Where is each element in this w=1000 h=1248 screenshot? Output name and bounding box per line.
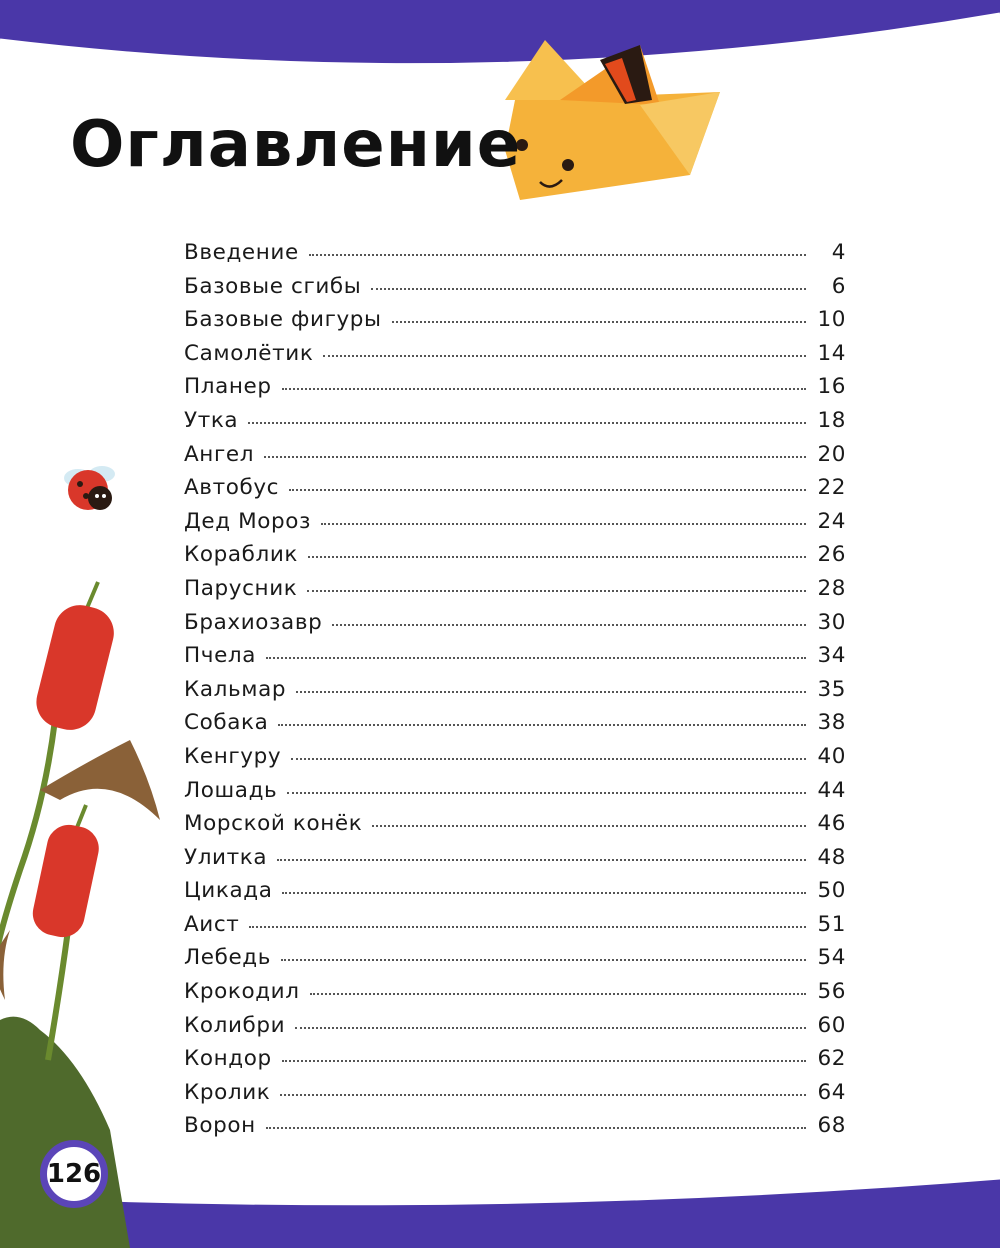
toc-entry-page: 40 [817, 743, 846, 769]
toc-dot-leader [248, 422, 806, 424]
toc-entry[interactable] [184, 845, 846, 879]
toc-dot-leader [266, 657, 806, 659]
toc-entry-label: Колибри [184, 1012, 286, 1038]
toc-dot-leader [281, 959, 806, 961]
toc-entry-label: Брахиозавр [184, 609, 323, 635]
table-of-contents [184, 240, 846, 1147]
toc-entry-label: Кенгуру [184, 743, 282, 769]
toc-entry[interactable] [184, 341, 846, 375]
toc-entry-page: 62 [817, 1046, 846, 1072]
toc-entry-page: 30 [817, 609, 846, 635]
toc-entry-label: Утка [184, 407, 239, 433]
toc-dot-leader [321, 523, 806, 525]
toc-entry-page: 4 [831, 240, 846, 265]
toc-dot-leader [280, 1094, 806, 1096]
toc-entry-label: Кондор [184, 1046, 272, 1072]
toc-entry-label: Базовые сгибы [184, 273, 362, 299]
toc-entry-page: 34 [817, 643, 846, 669]
toc-entry[interactable] [184, 542, 846, 576]
toc-entry-label: Кальмар [184, 676, 287, 702]
toc-entry-label: Базовые фигуры [184, 307, 382, 333]
toc-entry[interactable] [184, 677, 846, 711]
toc-dot-leader [296, 691, 806, 693]
toc-entry-page: 10 [817, 307, 846, 333]
toc-dot-leader [371, 288, 806, 290]
toc-dot-leader [249, 926, 806, 928]
toc-dot-leader [323, 355, 806, 357]
toc-entry-label: Самолётик [184, 340, 314, 366]
page-number-badge: 126 [40, 1140, 108, 1208]
toc-entry[interactable] [184, 1113, 846, 1147]
toc-entry-label: Планер [184, 374, 272, 400]
toc-entry[interactable] [184, 912, 846, 946]
toc-entry-page: 56 [817, 979, 846, 1005]
toc-dot-leader [372, 825, 806, 827]
toc-entry-page: 54 [817, 945, 846, 971]
toc-dot-leader [264, 456, 806, 458]
toc-dot-leader [289, 489, 806, 491]
ladybug-icon [64, 466, 115, 510]
toc-entry[interactable] [184, 610, 846, 644]
toc-entry-page: 60 [817, 1012, 846, 1038]
toc-entry[interactable] [184, 1080, 846, 1114]
toc-entry[interactable] [184, 442, 846, 476]
toc-entry-page: 35 [817, 676, 846, 702]
toc-entry-label: Цикада [184, 878, 273, 904]
toc-entry[interactable] [184, 945, 846, 979]
toc-dot-leader [287, 792, 806, 794]
toc-dot-leader [277, 859, 806, 861]
toc-dot-leader [278, 724, 806, 726]
origami-bunny-icon [505, 40, 720, 200]
toc-entry-page: 51 [817, 911, 846, 937]
toc-entry-label: Ворон [184, 1113, 256, 1139]
toc-entry-page: 6 [831, 273, 846, 299]
toc-entry-page: 28 [817, 575, 846, 601]
toc-entry-label: Крокодил [184, 979, 300, 1005]
toc-dot-leader [295, 1027, 806, 1029]
toc-dot-leader [291, 758, 806, 760]
toc-entry-page: 16 [817, 374, 846, 400]
toc-entry-page: 68 [817, 1113, 846, 1139]
toc-dot-leader [282, 1060, 806, 1062]
toc-dot-leader [392, 321, 806, 323]
toc-entry-label: Морской конёк [184, 811, 363, 837]
toc-entry-page: 46 [817, 811, 846, 837]
toc-entry[interactable] [184, 643, 846, 677]
toc-entry[interactable] [184, 878, 846, 912]
toc-entry-page: 24 [817, 508, 846, 534]
toc-dot-leader [310, 993, 806, 995]
toc-dot-leader [308, 556, 806, 558]
toc-entry-label: Улитка [184, 844, 268, 870]
toc-entry-label: Введение [184, 240, 299, 265]
toc-entry[interactable] [184, 1013, 846, 1047]
toc-entry-page: 44 [817, 777, 846, 803]
toc-entry-label: Автобус [184, 475, 280, 501]
toc-entry[interactable] [184, 778, 846, 812]
toc-entry[interactable] [184, 240, 846, 274]
toc-entry-label: Пчела [184, 643, 257, 669]
toc-entry-page: 26 [817, 542, 846, 568]
toc-entry-label: Кролик [184, 1079, 271, 1105]
toc-dot-leader [332, 624, 806, 626]
toc-entry[interactable] [184, 710, 846, 744]
toc-entry-page: 48 [817, 844, 846, 870]
toc-entry[interactable] [184, 509, 846, 543]
toc-entry-label: Лебедь [184, 945, 272, 971]
toc-entry-page: 22 [817, 475, 846, 501]
toc-dot-leader [282, 388, 806, 390]
toc-entry-label: Аист [184, 911, 240, 937]
toc-dot-leader [266, 1127, 806, 1129]
toc-entry[interactable] [184, 744, 846, 778]
toc-entry[interactable] [184, 475, 846, 509]
toc-entry[interactable] [184, 576, 846, 610]
toc-dot-leader [307, 590, 806, 592]
toc-entry-page: 14 [817, 340, 846, 366]
toc-entry-label: Кораблик [184, 542, 299, 568]
toc-entry-page: 38 [817, 710, 846, 736]
toc-dot-leader [309, 254, 806, 256]
toc-entry[interactable] [184, 1046, 846, 1080]
toc-entry-label: Собака [184, 710, 269, 736]
toc-entry-page: 50 [817, 878, 846, 904]
toc-entry[interactable] [184, 307, 846, 341]
toc-entry-label: Парусник [184, 575, 298, 601]
toc-entry-page: 18 [817, 407, 846, 433]
toc-dot-leader [282, 892, 806, 894]
toc-entry-label: Лошадь [184, 777, 278, 803]
toc-entry-page: 20 [817, 441, 846, 467]
toc-entry-page: 64 [817, 1079, 846, 1105]
toc-entry-label: Ангел [184, 441, 255, 467]
toc-entry[interactable] [184, 979, 846, 1013]
page-title: Оглавление [70, 108, 522, 182]
toc-entry[interactable] [184, 274, 846, 308]
toc-entry[interactable] [184, 811, 846, 845]
toc-entry-label: Дед Мороз [184, 508, 312, 534]
toc-entry[interactable] [184, 374, 846, 408]
toc-entry[interactable] [184, 408, 846, 442]
